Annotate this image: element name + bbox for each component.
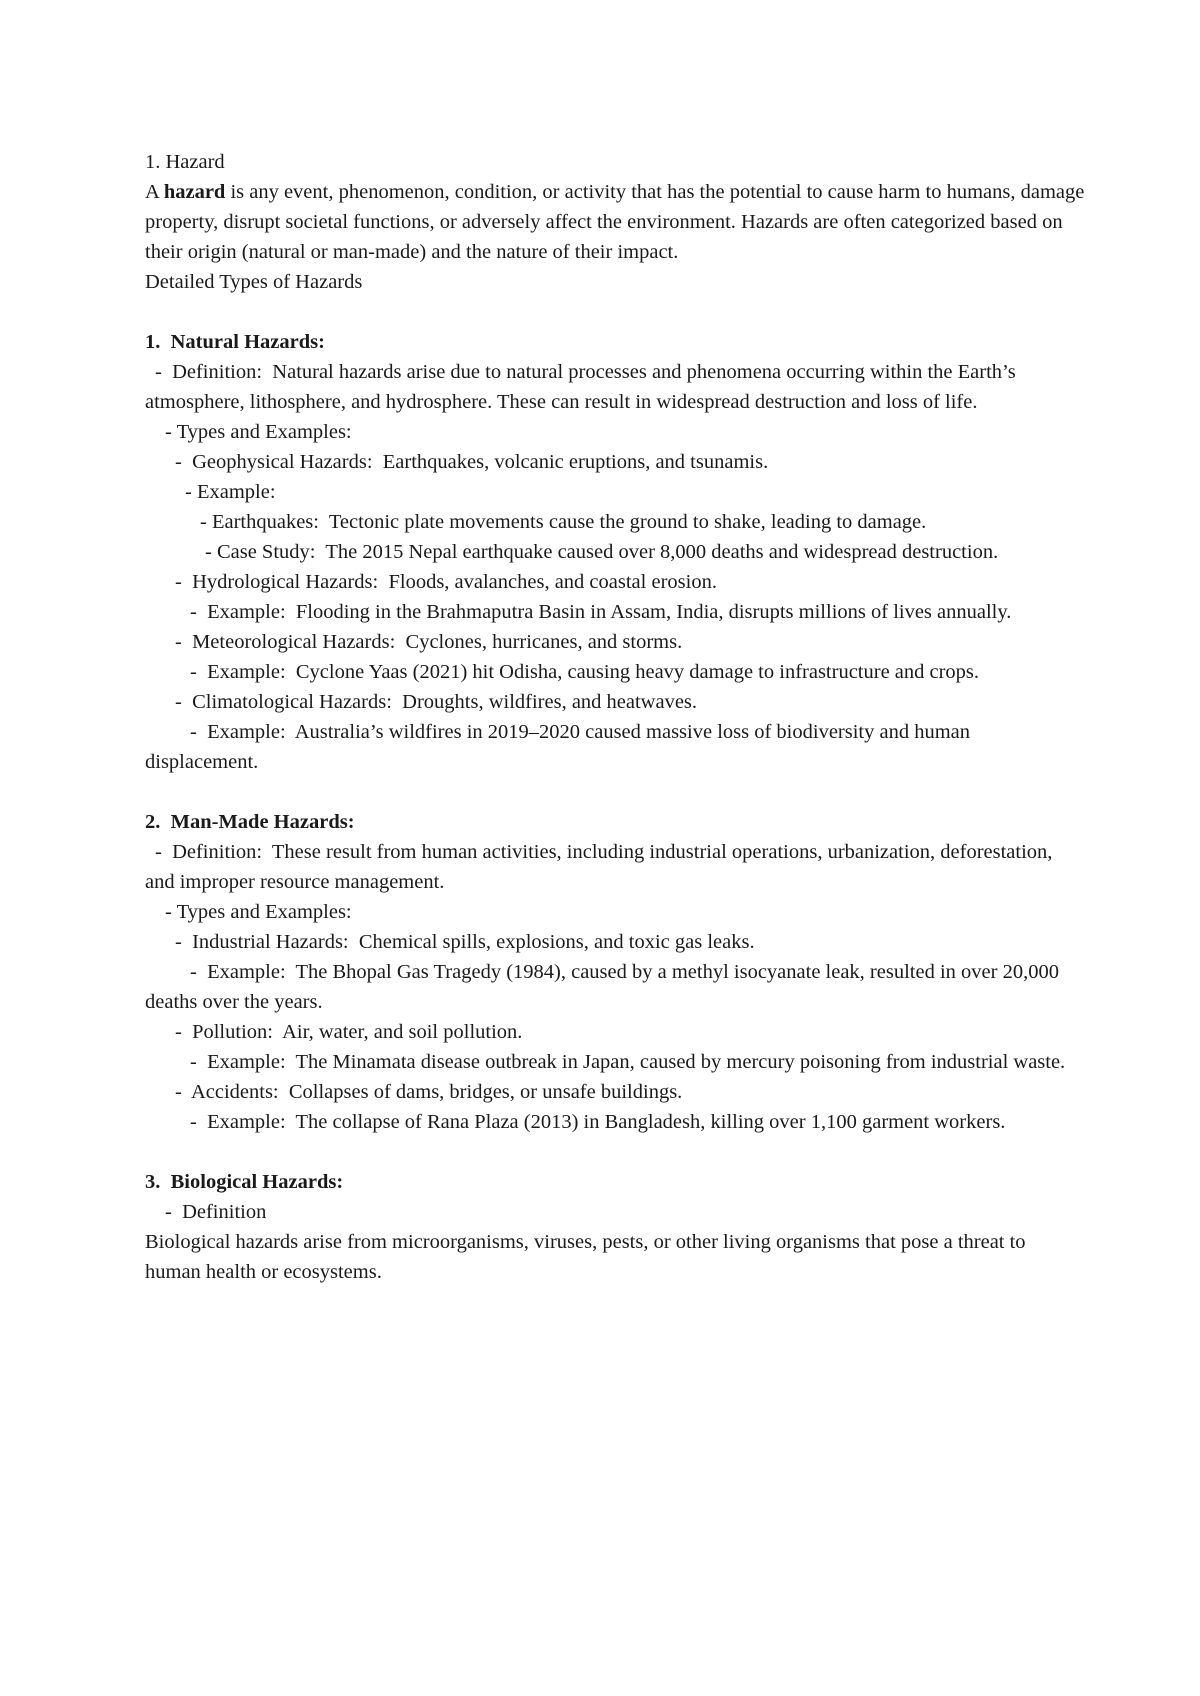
natural-case-study: - Case Study: The 2015 Nepal earthquake caused over 8,000 deaths and widespread destruction. bbox=[205, 541, 999, 563]
manmade-pollution-example: - Example: The Minamata disease outbreak in Japan, caused by mercury poisoning from industrial waste. bbox=[190, 1051, 1066, 1073]
biological-title-text: 3. Biological Hazards: bbox=[145, 1171, 344, 1193]
natural-hydrological: - Hydrological Hazards: Floods, avalanches, and coastal erosion. bbox=[175, 571, 717, 593]
biological-title bbox=[145, 1167, 1085, 1197]
section-heading: 1. Hazard bbox=[145, 151, 225, 173]
biological-definition-label: - Definition bbox=[165, 1201, 267, 1223]
manmade-accidents-example: - Example: The collapse of Rana Plaza (2013) in Bangladesh, killing over 1,100 garment workers. bbox=[190, 1111, 1006, 1133]
document-body bbox=[145, 147, 1090, 1287]
spacer bbox=[145, 297, 1085, 327]
manmade-industrial-example: - Example: The Bhopal Gas Tragedy (1984), caused by a methyl isocyanate leak, resulted in over 20,000 deaths over the years. bbox=[145, 961, 1065, 1013]
natural-climatological: - Climatological Hazards: Droughts, wildfires, and heatwaves. bbox=[175, 691, 698, 713]
manmade-definition: - Definition: These result from human activities, including industrial operations, urbanization, deforestation, and improper resource management. bbox=[145, 841, 1058, 893]
intro-lead: A bbox=[145, 181, 164, 203]
biological-definition: Biological hazards arise from microorganisms, viruses, pests, or other living organisms that pose a threat to human health or ecosystems. bbox=[145, 1231, 1031, 1283]
natural-title bbox=[145, 327, 1085, 357]
spacer bbox=[145, 777, 1085, 807]
manmade-accidents: - Accidents: Collapses of dams, bridges, or unsafe buildings. bbox=[175, 1081, 683, 1103]
natural-definition: - Definition: Natural hazards arise due to natural processes and phenomena occurring within the Earth’s atmosphere, lithosphere, and hydrosphere. These can result in widespread destruction and loss of life. bbox=[145, 361, 1021, 413]
natural-example-label: - Example: bbox=[185, 481, 276, 503]
manmade-industrial: - Industrial Hazards: Chemical spills, explosions, and toxic gas leaks. bbox=[175, 931, 755, 953]
intro-rest: is any event, phenomenon, condition, or activity that has the potential to cause harm to humans, damage property, disrupt societal functions, or adversely affect the environment. Hazards are often categorized based on their origin (natural or man-made) and the nature of their impact. bbox=[145, 181, 1090, 263]
natural-meteorological: - Meteorological Hazards: Cyclones, hurricanes, and storms. bbox=[175, 631, 683, 653]
natural-meteorological-example: - Example: Cyclone Yaas (2021) hit Odisha, causing heavy damage to infrastructure and crops. bbox=[190, 661, 980, 683]
intro-term: hazard bbox=[163, 181, 226, 203]
manmade-pollution: - Pollution: Air, water, and soil pollution. bbox=[175, 1021, 523, 1043]
spacer bbox=[145, 1137, 1085, 1167]
natural-title-text: 1. Natural Hazards: bbox=[145, 331, 325, 353]
natural-geophysical: - Geophysical Hazards: Earthquakes, volcanic eruptions, and tsunamis. bbox=[175, 451, 769, 473]
natural-types-label: - Types and Examples: bbox=[165, 421, 352, 443]
natural-climatological-example: - Example: Australia’s wildfires in 2019–2020 caused massive loss of biodiversity and human displacement. bbox=[145, 721, 976, 773]
intro-paragraph bbox=[145, 177, 1090, 267]
natural-earthquakes: - Earthquakes: Tectonic plate movements cause the ground to shake, leading to damage. bbox=[200, 511, 927, 533]
natural-hydrological-example: - Example: Flooding in the Brahmaputra Basin in Assam, India, disrupts millions of lives annually. bbox=[190, 601, 1012, 623]
manmade-title-text: 2. Man-Made Hazards: bbox=[145, 811, 355, 833]
manmade-title bbox=[145, 807, 1085, 837]
types-heading: Detailed Types of Hazards bbox=[145, 271, 363, 293]
manmade-types-label: - Types and Examples: bbox=[165, 901, 352, 923]
